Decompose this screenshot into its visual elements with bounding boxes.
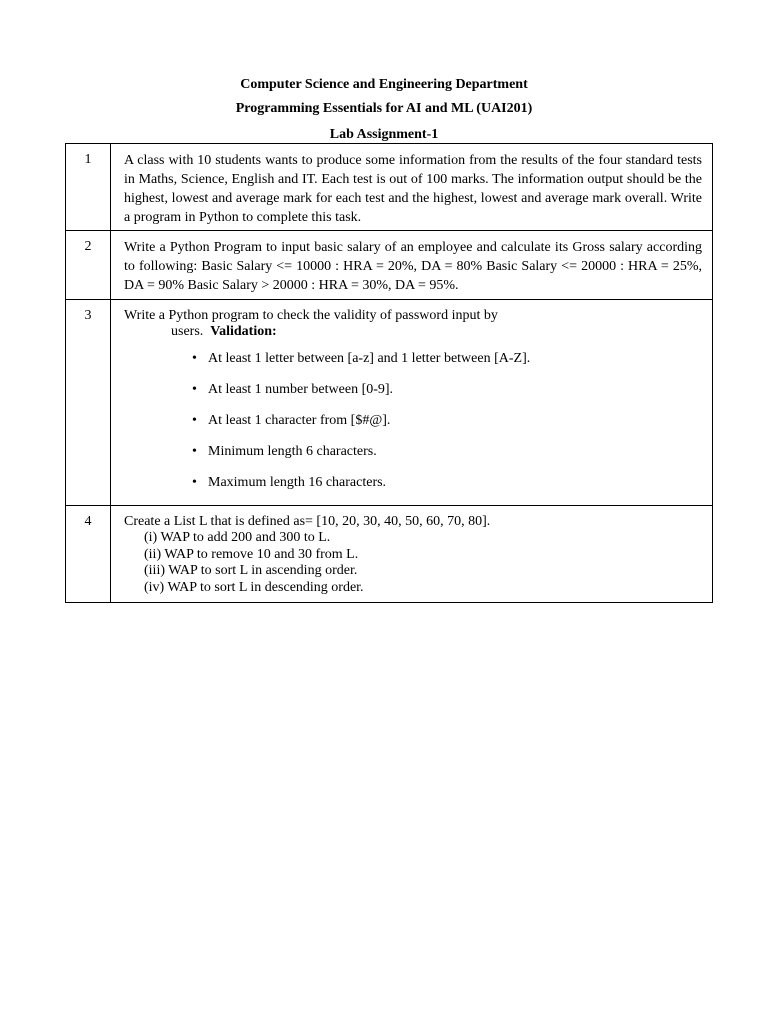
task-text-continued	[171, 324, 702, 340]
bullet-icon: •	[192, 444, 197, 459]
task-text: Create a List L that is defined as= [10, 20, 30, 40, 50, 60, 70, 80].	[124, 514, 491, 529]
task-text-cont: users.	[171, 324, 204, 339]
task-row-2	[66, 231, 713, 300]
list-item	[188, 443, 702, 460]
task-row-1	[66, 144, 713, 231]
validation-label: Validation:	[210, 324, 277, 339]
rule-text: At least 1 letter between [a-z] and 1 letter between [A-Z].	[208, 351, 531, 366]
task-number: 3	[66, 300, 111, 506]
bullet-icon: •	[192, 351, 197, 366]
validation-rules-list	[188, 350, 702, 491]
task-body	[111, 506, 713, 603]
rule-text: At least 1 number between [0-9].	[208, 382, 394, 397]
tasks-table	[65, 143, 713, 603]
task-row-4	[66, 506, 713, 603]
task-body	[111, 300, 713, 506]
rule-text: At least 1 character from [$#@].	[208, 413, 391, 428]
list-item	[188, 412, 702, 429]
bullet-icon: •	[192, 413, 197, 428]
department-title: Computer Science and Engineering Department	[240, 77, 528, 92]
task-text: A class with 10 students wants to produce some information from the results of the four standard tests in Maths, Science, English and IT. Each test is out of 100 marks. The information output should be the highest, lowest and average mark for each test and the highest, lowest and average mark overall. Write a program in Python to complete this task.	[124, 153, 702, 225]
bullet-icon: •	[192, 382, 197, 397]
assignment-title: Lab Assignment-1	[329, 127, 439, 142]
sub-task: (ii) WAP to remove 10 and 30 from L.	[144, 546, 359, 562]
list-item	[188, 350, 702, 367]
task-number: 4	[66, 506, 111, 603]
list-item	[188, 474, 702, 491]
task-row-3	[66, 300, 713, 506]
list-item	[188, 381, 702, 398]
rule-text: Minimum length 6 characters.	[208, 444, 377, 459]
sub-task: (i) WAP to add 200 and 300 to L.	[144, 530, 331, 545]
sub-task: (iv) WAP to sort L in descending order.	[144, 579, 364, 595]
rule-text: Maximum length 16 characters.	[208, 475, 387, 490]
sub-task: (iii) WAP to sort L in ascending order.	[144, 563, 358, 578]
course-title: Programming Essentials for AI and ML (UAI201)	[235, 101, 533, 116]
bullet-icon: •	[192, 475, 197, 490]
task-body	[111, 144, 713, 231]
task-text: Write a Python program to check the validity of password input by	[124, 308, 498, 323]
task-number: 1	[66, 144, 111, 231]
task-number: 2	[66, 231, 111, 300]
task-body	[111, 231, 713, 300]
task-text: Write a Python Program to input basic salary of an employee and calculate its Gross salary according to following: Basic Salary <= 10000 : HRA = 20%, DA = 80% Basic Salary <= 20000 : HRA = 25%, DA = 90% Basic Salary > 20000 : HRA = 30%, DA = 95%.	[124, 240, 702, 293]
